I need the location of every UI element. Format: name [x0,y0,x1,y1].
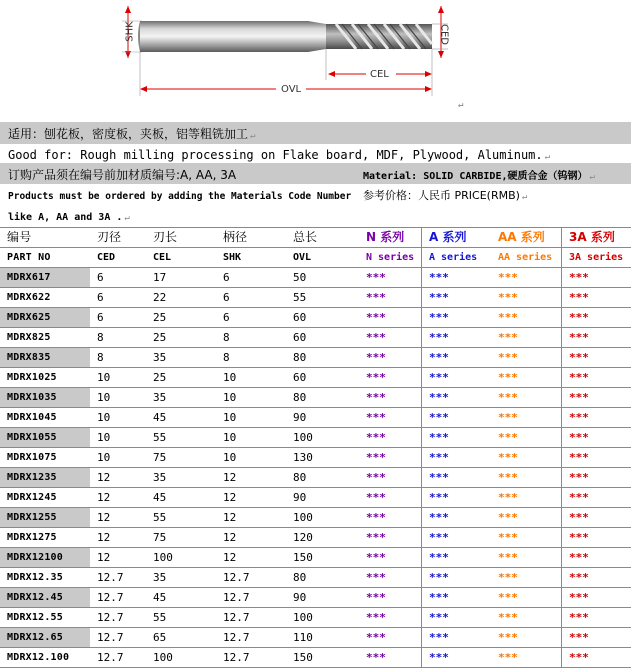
a-series-price: *** [421,648,491,667]
header-en-shk: SHK [223,252,242,263]
ovl-cell: 60 [293,331,307,344]
table-row [0,648,631,668]
n-series-price: *** [366,451,386,464]
cel-cell: 100 [153,551,173,564]
ced-cell: 12 [97,511,111,524]
aa-series-price: *** [498,351,518,364]
header-aa-series: AA 系列 [498,230,545,244]
ced-cell: 12.7 [97,591,124,604]
shk-cell: 10 [223,411,237,424]
order-cn-text: 订购产品须在编号前加材质编号:A, AA, 3A [8,168,237,182]
3a-series-price: *** [561,288,631,307]
aa-series-price: *** [498,471,518,484]
cel-cell: 35 [153,571,167,584]
header-a-series: A 系列 [421,228,491,247]
aa-series-price: *** [498,531,518,544]
part-no-cell: MDRX12.55 [7,612,63,623]
ced-cell: 10 [97,451,111,464]
table-row [0,528,631,548]
part-no-cell: MDRX12100 [0,548,90,567]
n-series-price: *** [366,631,386,644]
header-en-part-no: PART NO [7,252,51,263]
table-row [0,428,631,448]
3a-series-price: *** [561,348,631,367]
part-no-cell: MDRX1255 [0,508,90,527]
table-row [0,608,631,628]
cel-label: CEL [370,69,389,80]
header-ovl: 总长 [293,230,318,244]
part-no-cell: MDRX12.65 [0,628,90,647]
cel-cell: 25 [153,331,167,344]
ced-cell: 8 [97,331,104,344]
cel-cell: 45 [153,591,167,604]
table-row [0,368,631,388]
part-no-cell: MDRX1025 [7,372,57,383]
shk-cell: 10 [223,451,237,464]
n-series-price: *** [366,431,386,444]
ovl-cell: 150 [293,651,313,664]
a-series-price: *** [421,508,491,527]
usage-en-row: Good for: Rough milling processing on Flake board, MDF, Plywood, Aluminum. ↵ [8,148,551,162]
table-row [0,488,631,508]
part-no-cell: MDRX617 [0,268,90,287]
order-en2-row: like A, AA and 3A . ↵ [8,212,130,223]
shk-cell: 6 [223,271,230,284]
shk-cell: 8 [223,351,230,364]
aa-series-price: *** [498,411,518,424]
a-series-price: *** [421,268,491,287]
ced-cell: 10 [97,371,111,384]
part-no-cell: MDRX1235 [0,468,90,487]
end-mill-drawing [0,0,631,120]
usage-en-text: Good for: Rough milling processing on Flake board, MDF, Plywood, Aluminum. [8,148,543,162]
3a-series-price: *** [561,628,631,647]
aa-series-price: *** [498,571,518,584]
a-series-price: *** [421,308,491,327]
shk-cell: 10 [223,431,237,444]
3a-series-price: *** [561,388,631,407]
aa-series-price: *** [498,551,518,564]
usage-cn-text: 适用：刨花板，密度板，夹板，铝等粗铣加工 [8,127,249,141]
3a-series-price: *** [561,648,631,667]
a-series-price: *** [421,388,491,407]
part-no-cell: MDRX835 [0,348,90,367]
ced-cell: 12 [97,471,111,484]
part-no-cell: MDRX12.35 [7,572,63,583]
aa-series-price: *** [498,631,518,644]
3a-series-price: *** [561,528,631,547]
n-series-price: *** [366,371,386,384]
table-row [0,288,631,308]
ced-cell: 8 [97,351,104,364]
ced-cell: 12.7 [97,611,124,624]
shk-cell: 10 [223,391,237,404]
part-no-cell: MDRX1045 [7,412,57,423]
cel-cell: 35 [153,391,167,404]
n-series-price: *** [366,351,386,364]
shk-cell: 6 [223,311,230,324]
part-no-cell: MDRX1275 [7,532,57,543]
order-en2-text: like A, AA and 3A . [8,212,123,223]
ovl-cell: 120 [293,531,313,544]
cel-cell: 25 [153,371,167,384]
ovl-cell: 80 [293,571,307,584]
3a-series-price: *** [561,588,631,607]
3a-series-price: *** [561,308,631,327]
n-series-price: *** [366,411,386,424]
a-series-price: *** [421,348,491,367]
a-series-price: *** [421,588,491,607]
a-series-price: *** [421,608,491,627]
table-row [0,408,631,428]
cel-cell: 35 [153,351,167,364]
ced-cell: 6 [97,291,104,304]
3a-series-price: *** [561,408,631,427]
aa-series-price: *** [498,271,518,284]
a-series-price: *** [421,528,491,547]
cel-cell: 55 [153,511,167,524]
a-series-price: *** [421,408,491,427]
3a-series-price: *** [561,548,631,567]
header-en-ced: CED [97,252,116,263]
ovl-cell: 55 [293,291,307,304]
cel-cell: 22 [153,291,167,304]
ced-cell: 6 [97,311,104,324]
cel-cell: 35 [153,471,167,484]
shk-cell: 12 [223,511,237,524]
shk-cell: 12 [223,471,237,484]
paragraph-mark-icon: ↵ [458,100,464,110]
3a-series-price: *** [561,328,631,347]
part-no-cell: MDRX12.45 [0,588,90,607]
3a-series-price: *** [561,268,631,287]
part-no-cell: MDRX12.100 [7,652,70,663]
shk-cell: 10 [223,371,237,384]
n-series-price: *** [366,491,386,504]
n-series-price: *** [366,291,386,304]
ovl-cell: 90 [293,411,307,424]
n-series-price: *** [366,551,386,564]
aa-series-price: *** [498,451,518,464]
aa-series-price: *** [498,491,518,504]
order-en-text: Products must be ordered by adding the Materials Code Number [8,191,352,202]
ovl-cell: 60 [293,311,307,324]
aa-series-price: *** [498,591,518,604]
ced-cell: 12.7 [97,651,124,664]
aa-series-price: *** [498,431,518,444]
shk-label: SHK [124,21,136,42]
cel-cell: 17 [153,271,167,284]
cel-cell: 45 [153,491,167,504]
cel-cell: 65 [153,631,167,644]
cel-cell: 100 [153,651,173,664]
ovl-cell: 100 [293,431,313,444]
aa-series-price: *** [498,611,518,624]
aa-series-price: *** [498,311,518,324]
price-text: 参考价格：人民币 PRICE(RMB) [363,189,520,202]
n-series-price: *** [366,591,386,604]
n-series-price: *** [366,511,386,524]
part-no-cell: MDRX1055 [0,428,90,447]
3a-series-price: *** [561,488,631,507]
a-series-price: *** [421,288,491,307]
ovl-cell: 50 [293,271,307,284]
ced-cell: 12.7 [97,571,124,584]
ovl-cell: 80 [293,391,307,404]
shk-cell: 12 [223,531,237,544]
usage-cn-row: 适用：刨花板，密度板，夹板，铝等粗铣加工 ↵ [0,122,631,144]
ovl-label: OVL [281,84,302,95]
table-row [0,508,631,528]
table-row [0,308,631,328]
ced-cell: 10 [97,411,111,424]
table-row [0,588,631,608]
ced-cell: 12 [97,551,111,564]
table-row [0,448,631,468]
cel-cell: 45 [153,411,167,424]
n-series-price: *** [366,271,386,284]
header-ced: 刃径 [97,230,122,244]
a-series-price: *** [421,468,491,487]
material-text: Material: SOLID CARBIDE,硬质合金（钨钢） [363,171,588,182]
a-series-price: *** [421,548,491,567]
cel-cell: 75 [153,531,167,544]
aa-series-price: *** [498,391,518,404]
header-en-ovl: OVL [293,252,312,263]
aa-series-price: *** [498,511,518,524]
table-row [0,328,631,348]
ovl-cell: 90 [293,591,307,604]
shk-cell: 12.7 [223,591,250,604]
ced-cell: 6 [97,271,104,284]
table-header-en [0,248,631,268]
header-en-cel: CEL [153,252,172,263]
ovl-cell: 150 [293,551,313,564]
header-en-a-series: A series [421,248,491,267]
header-cel: 刃长 [153,230,178,244]
cel-cell: 25 [153,311,167,324]
shk-cell: 12.7 [223,611,250,624]
table-body [0,268,631,668]
a-series-price: *** [421,628,491,647]
3a-series-price: *** [561,568,631,587]
header-en-n-series: N series [366,252,415,263]
ovl-cell: 80 [293,471,307,484]
spec-table [0,227,631,668]
n-series-price: *** [366,531,386,544]
ced-cell: 12.7 [97,631,124,644]
aa-series-price: *** [498,371,518,384]
ovl-cell: 110 [293,631,313,644]
header-shk: 柄径 [223,230,248,244]
ced-cell: 10 [97,431,111,444]
aa-series-price: *** [498,651,518,664]
ced-cell: 12 [97,491,111,504]
n-series-price: *** [366,611,386,624]
header-part-no: 编号 [7,230,32,244]
shk-cell: 8 [223,331,230,344]
part-no-cell: MDRX825 [7,332,51,343]
part-no-cell: MDRX1245 [7,492,57,503]
header-n-series: N 系列 [366,230,405,244]
n-series-price: *** [366,571,386,584]
n-series-price: *** [366,311,386,324]
shk-cell: 12 [223,551,237,564]
aa-series-price: *** [498,291,518,304]
table-header-cn [0,228,631,248]
shk-cell: 12.7 [223,631,250,644]
3a-series-price: *** [561,608,631,627]
a-series-price: *** [421,428,491,447]
a-series-price: *** [421,328,491,347]
n-series-price: *** [366,391,386,404]
3a-series-price: *** [561,368,631,387]
ovl-cell: 100 [293,611,313,624]
a-series-price: *** [421,368,491,387]
part-no-cell: MDRX625 [0,308,90,327]
table-row [0,388,631,408]
shk-cell: 6 [223,291,230,304]
ced-cell: 12 [97,531,111,544]
3a-series-price: *** [561,428,631,447]
cel-cell: 55 [153,611,167,624]
n-series-price: *** [366,331,386,344]
shk-cell: 12 [223,491,237,504]
n-series-price: *** [366,471,386,484]
3a-series-price: *** [561,468,631,487]
aa-series-price: *** [498,331,518,344]
ced-cell: 10 [97,391,111,404]
part-no-cell: MDRX1035 [0,388,90,407]
table-row [0,548,631,568]
part-no-cell: MDRX622 [7,292,51,303]
a-series-price: *** [421,568,491,587]
3a-series-price: *** [561,508,631,527]
a-series-price: *** [421,488,491,507]
header-en-3a-series: 3A series [561,248,631,267]
ovl-cell: 130 [293,451,313,464]
cel-cell: 75 [153,451,167,464]
header-3a-series: 3A 系列 [561,228,631,247]
order-price-row: Products must be ordered by adding the Materials Code Number 参考价格：人民币 PRICE(RMB) ↵ [0,184,631,204]
part-no-cell: MDRX1075 [7,452,57,463]
a-series-price: *** [421,448,491,467]
ovl-cell: 100 [293,511,313,524]
3a-series-price: *** [561,448,631,467]
table-row [0,268,631,288]
ovl-cell: 90 [293,491,307,504]
ovl-cell: 60 [293,371,307,384]
shk-cell: 12.7 [223,651,250,664]
n-series-price: *** [366,651,386,664]
header-en-aa-series: AA series [498,252,553,263]
cel-cell: 55 [153,431,167,444]
table-row [0,468,631,488]
table-row [0,568,631,588]
order-material-row: 订购产品须在编号前加材质编号:A, AA, 3A Material: SOLID CARBIDE,硬质合金（钨钢） ↵ [0,163,631,184]
ovl-cell: 80 [293,351,307,364]
shk-cell: 12.7 [223,571,250,584]
end-mill-illustration [0,0,631,120]
table-row [0,628,631,648]
ced-label: CED [438,23,450,45]
table-row [0,348,631,368]
